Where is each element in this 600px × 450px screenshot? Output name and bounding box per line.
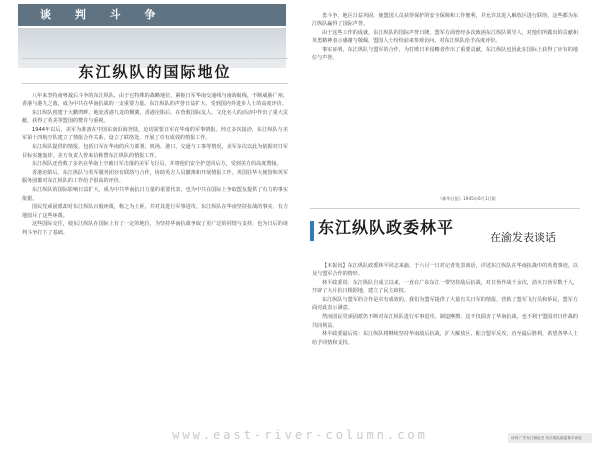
paragraph: 然而国民党顽固派仍不断对东江纵队进行军事进攻，制造摩擦，这不仅损害了华南抗战，也不利于盟国对日作战的共同利益。 [312, 314, 578, 329]
right-article-subtitle: 在渝发表谈话 [490, 231, 556, 244]
right-article-continuation [312, 12, 578, 194]
right-article-title: 东江纵队政委林平 [318, 218, 455, 237]
heading-accent-bar [310, 221, 314, 241]
left-article-title: 东江纵队的国际地位 [22, 58, 288, 84]
paragraph: 勇斗争，地区日益巩固，使盟国人员获得保护的安全保障和工作便利，并允许其进入解放区进行联络，这些都为东江纵队赢得了国际声誉。 [312, 13, 578, 28]
left-article-body [22, 92, 288, 432]
paragraph: 香港沦陷后，东江纵队与英军服务团亦有联络与合作，协助英方人员撤离和开展情报工作。英国驻华大使馆和英军服务团都对东江纵队的工作给予很高的评价。 [22, 170, 288, 185]
page-footer: 谈判·广东东江纵队史 东江纵队政委林平谈话 [508, 433, 592, 443]
paragraph: 事实证明，东江纵队与盟军的合作，为打败日本侵略者作出了重要贡献，东江纵队也因此在国际上获得了应有的地位与声誉。 [312, 47, 578, 62]
paragraph: 东江纵队创建于大鹏湾畔，地处香港九龙的侧翼，香港沦陷后，在营救国际友人、文化名人的活动中作出了重大贡献，获得了英美等盟国的赞许与重视。 [22, 110, 288, 125]
paragraph: 东江纵队提供的情报，包括日军在华南的兵力部署、机场、港口、交通与工事等情况，美军多次以此为依据对日军目标实施轰炸。美方负责人曾来信称赞东江纵队的情报工作。 [22, 144, 288, 159]
paragraph: 这些国际交往，使东江纵队在国际上有了一定的地位，为坚持华南抗战争取了更广泛的同情与支持，也为日后的谈判斗争打下了基础。 [22, 221, 288, 236]
right-article-body [312, 262, 578, 430]
section-tag: 谈 判 斗 争 [18, 4, 286, 26]
right-article-heading [310, 208, 580, 254]
paragraph: 1944年以后，美军为准备在中国东南沿海登陆，迫切需要日军在华南的军事情报。经过多次接洽，东江纵队与美军第十四航空队建立了情报合作关系，设立了联络处，开展了卓有成效的情报工作。 [22, 127, 288, 142]
paragraph: 国民党顽固派却对东江纵队百般诬蔑，称之为土匪，并对其进行军事进攻。东江纵队在华南坚持抗战的事实，有力地驳斥了这些诬蔑。 [22, 204, 288, 219]
paragraph: 【本报讯】东江纵队政委林平同志来渝，于六月一日对记者发表谈话，详述东江纵队在华南抗战中的英勇事迹，以及与盟军合作的情形。 [312, 263, 578, 278]
paragraph: 八年来坚持南粤敌后斗争的东江纵队，由于它特殊的战略地位，紧扼日军华南交通线与南海航线，不断威胁广州、香港与港九之敌，成为中共在华南抗战的一支重要力量。东江纵队的声誉日益扩大，受到国内外进步人士的高度评价。 [22, 93, 288, 108]
paragraph: 东江纵队还营救了多名在华南上空被日军击落的美军飞行员，并将他们安全护送回后方，受到美方的高度赞扬。 [32, 161, 282, 168]
paragraph: 东江纵队与盟军的合作是卓有成效的。我们为盟军提供了大量有关日军的情报，营救了盟军飞行员和侨民，盟军方面对此表示满意。 [312, 297, 578, 312]
paragraph: 林平政委最后说：东江纵队将继续坚持华南敌后抗战，扩大解放区，配合盟军反攻，直至最后胜利，希望各界人士给予同情和支持。 [312, 331, 578, 346]
site-watermark: www.east-river-column.com [172, 428, 428, 442]
paragraph: 东江纵队的国际影响日益扩大，成为中共华南抗日力量的重要代表，也为中共在国际上争取盟友提供了有力的事实依据。 [22, 187, 288, 202]
paragraph: 林平政委说：东江纵队自成立以来，一直在广东东江一带坚持敌后抗战，对日伪作战千余次，消灭日伪军数千人，开辟了大片抗日根据地，建立了民主政权。 [312, 280, 578, 295]
paragraph: 由于这些工作的成就，东江纵队的国际声誉日隆。盟军方面曾经多次致函东江纵队领导人，对他们所做出的贡献和英勇精神表示感谢与敬佩，盟国人士纷纷前来参观访问，对东江纵队给予高度评价。 [312, 30, 578, 45]
source-caption: 《新华日报》1945年6月1日版 [438, 196, 496, 201]
